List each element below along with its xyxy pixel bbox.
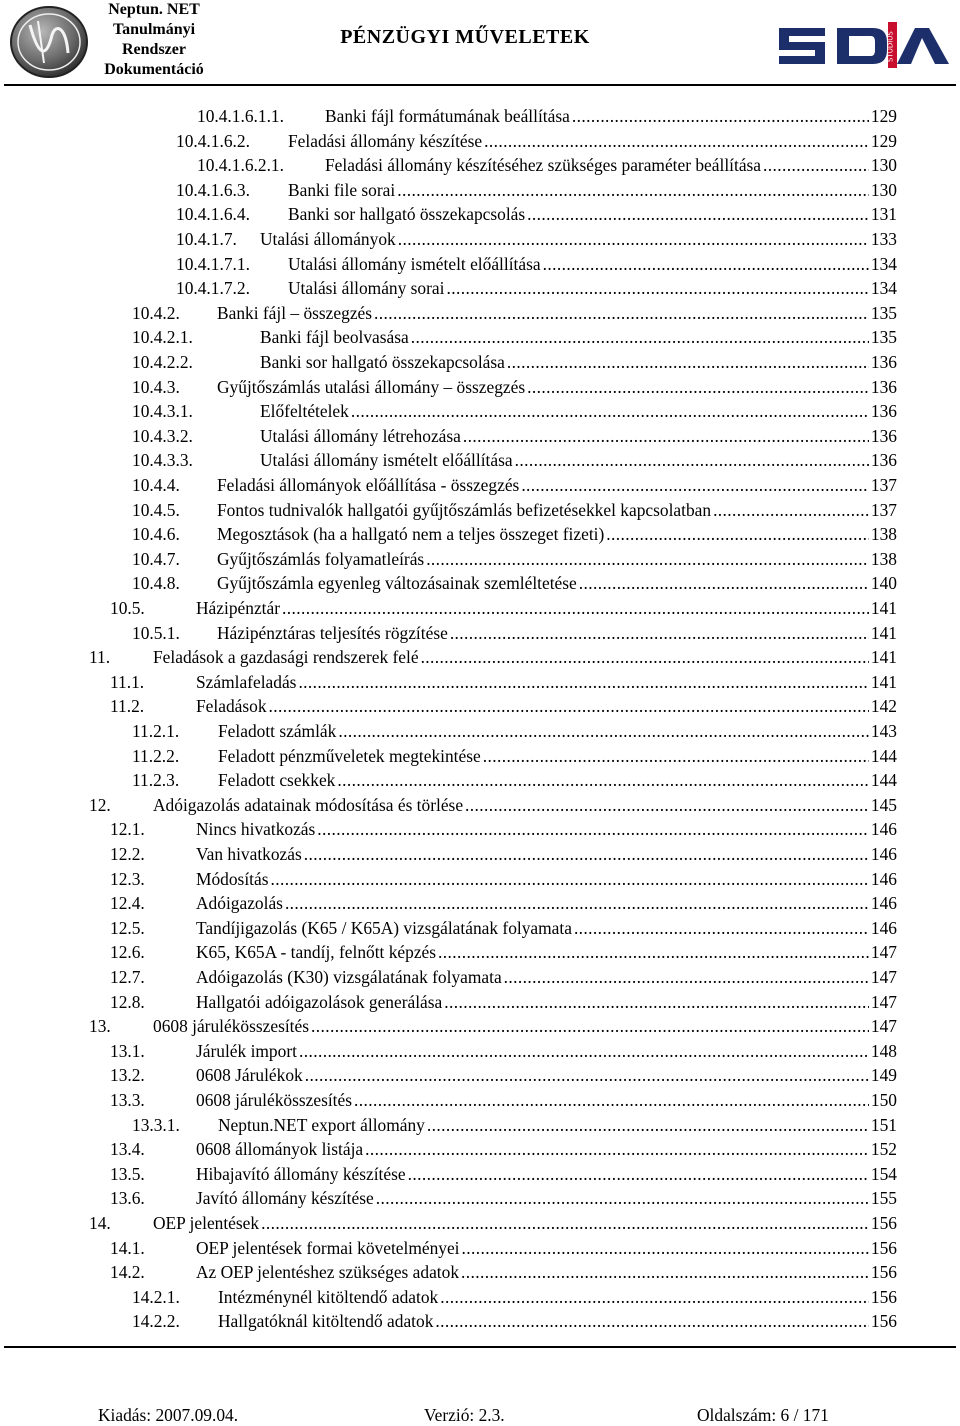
toc-leader-dots [374, 301, 869, 326]
toc-entry[interactable] [110, 891, 897, 916]
toc-entry-number: 10.4.3. [132, 376, 180, 397]
toc-leader-dots [606, 522, 869, 547]
toc-entry[interactable] [197, 153, 897, 178]
footer-page-number: Oldalszám: 6 / 171 [697, 1405, 829, 1425]
toc-leader-dots [440, 1285, 869, 1310]
toc-entry-title: 0608 állományok listája [196, 1139, 364, 1160]
toc-entry[interactable] [110, 1186, 897, 1211]
toc-entry[interactable] [176, 178, 897, 203]
toc-entry-title: Javító állomány készítése [196, 1188, 374, 1209]
toc-leader-dots [285, 891, 869, 916]
toc-entry[interactable] [197, 104, 897, 129]
toc-entry-number: 10.4.3.1. [132, 401, 193, 422]
footer-divider [4, 1346, 956, 1348]
footer-version: Verzió: 2.3. [424, 1405, 505, 1425]
toc-entry-page: 134 [870, 253, 897, 274]
toc-entry-title: Utalási állományok [260, 229, 396, 249]
toc-entry-number: 11.2.3. [132, 770, 180, 791]
toc-leader-dots [463, 424, 869, 449]
toc-entry-number: 10.4.1.6.2.1. [197, 155, 284, 176]
toc-leader-dots [311, 1014, 869, 1039]
toc-entry[interactable] [110, 1088, 897, 1113]
toc-entry-number: 14.2. [110, 1262, 145, 1283]
toc-entry-page: 138 [870, 548, 897, 569]
toc-leader-dots [261, 1211, 869, 1236]
toc-entry-number: 12.2. [110, 844, 145, 864]
toc-entry[interactable] [89, 1014, 897, 1039]
toc-leader-dots [574, 916, 869, 941]
toc-entry-number: 10.4.5. [132, 499, 180, 520]
toc-entry-title: Gyűjtőszámla egyenleg változásainak szemléltetése [217, 573, 577, 594]
toc-entry-title: Gyűjtőszámlás utalási állomány – összegzés [217, 376, 526, 397]
toc-entry-page: 135 [870, 327, 897, 348]
toc-entry-title: Fontos tudnivalók hallgatói gyűjtőszámlás befizetésekkel kapcsolatban [217, 499, 712, 520]
toc-leader-dots [438, 940, 869, 965]
toc-entry-title: Intézménynél kitöltendő adatok [218, 1286, 439, 1307]
toc-entry-number: 11. [89, 647, 111, 668]
toc-leader-dots [269, 694, 869, 719]
toc-entry[interactable] [176, 227, 897, 252]
toc-entry-page: 136 [870, 450, 897, 471]
toc-entry-title: Járulék import [196, 1040, 297, 1061]
toc-leader-dots [543, 252, 869, 277]
toc-entry-page: 136 [870, 352, 897, 372]
toc-entry-title: Banki sor hallgató összekapcsolása [260, 352, 505, 372]
toc-leader-dots [462, 1236, 869, 1261]
toc-entry-page: 129 [870, 106, 897, 126]
toc-entry-page: 147 [870, 1016, 897, 1037]
toc-leader-dots [411, 325, 869, 350]
toc-entry-title: Utalási állomány létrehozása [260, 425, 461, 446]
toc-entry-page: 148 [870, 1040, 897, 1061]
toc-leader-dots [317, 817, 869, 842]
toc-entry-title: Banki fájl – összegzés [217, 302, 373, 323]
toc-entry[interactable] [110, 1236, 897, 1261]
toc-entry-title: Feladott számlák [218, 721, 337, 741]
toc-entry-number: 12.6. [110, 942, 145, 963]
toc-entry[interactable] [176, 129, 897, 154]
toc-leader-dots [365, 1137, 869, 1162]
toc-entry-title: Az OEP jelentéshez szükséges adatok [196, 1262, 460, 1283]
toc-entry-title: Banki fájl formátumának beállítása [325, 106, 570, 126]
toc-leader-dots [398, 227, 869, 252]
toc-entry-number: 12.4. [110, 893, 145, 914]
toc-entry[interactable] [132, 498, 897, 523]
toc-entry[interactable] [132, 473, 897, 498]
neptun-logo-icon [8, 5, 90, 79]
toc-entry-title: Feladások [196, 696, 267, 717]
header-divider [4, 84, 956, 86]
toc-entry-number: 13.2. [110, 1065, 145, 1086]
toc-entry-number: 11.2. [110, 696, 145, 717]
toc-entry[interactable] [132, 744, 897, 769]
toc-entry[interactable] [132, 1285, 897, 1310]
toc-entry[interactable] [110, 670, 897, 695]
toc-entry-number: 12.1. [110, 819, 145, 840]
toc-entry[interactable] [176, 276, 897, 301]
toc-entry-number: 10.4.8. [132, 573, 180, 594]
toc-leader-dots [408, 1162, 869, 1187]
toc-entry-number: 10.4.2.1. [132, 327, 193, 348]
toc-entry-number: 12.3. [110, 868, 145, 889]
toc-entry-page: 135 [870, 302, 897, 323]
toc-entry-page: 156 [870, 1286, 897, 1307]
toc-entry-title: 0608 járulékösszesítés [153, 1016, 309, 1037]
toc-entry-title: K65, K65A - tandíj, felnőtt képzés [196, 942, 437, 963]
toc-entry-page: 143 [870, 721, 897, 741]
toc-entry-title: Utalási állomány ismételt előállítása [260, 450, 513, 471]
toc-leader-dots [397, 178, 869, 203]
toc-entry-page: 136 [870, 376, 897, 397]
toc-entry-number: 10.4.1.6.3. [176, 179, 250, 200]
toc-leader-dots [527, 375, 869, 400]
toc-entry-number: 10.4.7. [132, 548, 180, 569]
toc-entry-page: 134 [870, 278, 897, 299]
toc-entry-title: Neptun.NET export állomány [218, 1114, 425, 1135]
toc-entry[interactable] [132, 448, 897, 473]
toc-entry-page: 133 [870, 229, 897, 249]
toc-leader-dots [337, 768, 869, 793]
toc-entry-title: Banki file sorai [288, 179, 396, 200]
toc-entry-title: OEP jelentések formai követelményei [196, 1237, 460, 1258]
toc-entry-title: Hallgatóknál kitöltendő adatok [218, 1311, 434, 1332]
toc-leader-dots [270, 867, 868, 892]
toc-entry-title: 0608 Járulékok [196, 1065, 303, 1086]
toc-leader-dots [444, 990, 869, 1015]
toc-leader-dots [305, 1063, 869, 1088]
toc-entry-title: Adóigazolás [196, 893, 283, 914]
toc-entry[interactable] [110, 817, 897, 842]
toc-entry-number: 10.4.1.7.2. [176, 278, 250, 299]
toc-entry-page: 144 [870, 745, 897, 766]
toc-entry-number: 10.4.1.6.4. [176, 204, 250, 225]
toc-leader-dots [483, 744, 869, 769]
sda-logo-icon [775, 18, 955, 72]
toc-entry-number: 10.4.3.2. [132, 425, 193, 446]
toc-entry-page: 150 [870, 1090, 897, 1110]
toc-entry[interactable] [89, 793, 897, 818]
toc-leader-dots [427, 1113, 869, 1138]
toc-entry[interactable] [132, 350, 897, 375]
toc-entry-page: 146 [870, 868, 897, 889]
toc-entry[interactable] [110, 1137, 897, 1162]
toc-entry-page: 146 [870, 844, 897, 864]
toc-entry[interactable] [110, 965, 897, 990]
toc-leader-dots [446, 276, 868, 301]
toc-entry-number: 14. [89, 1213, 111, 1233]
toc-entry[interactable] [132, 768, 897, 793]
toc-entry-title: Utalási állomány sorai [288, 278, 445, 299]
toc-entry-page: 137 [870, 475, 897, 495]
toc-entry[interactable] [110, 1162, 897, 1187]
toc-entry-page: 146 [870, 893, 897, 914]
toc-entry[interactable] [132, 399, 897, 424]
toc-entry-title: Banki sor hallgató összekapcsolás [288, 204, 526, 225]
toc-entry-number: 13.1. [110, 1040, 145, 1061]
toc-entry-number: 10.4.2.2. [132, 352, 193, 372]
toc-entry-page: 144 [870, 770, 897, 791]
toc-entry-title: 0608 járulékösszesítés [196, 1090, 352, 1110]
toc-entry-number: 10.4.4. [132, 475, 180, 495]
toc-entry[interactable] [132, 424, 897, 449]
toc-entry-number: 10.5. [110, 598, 145, 618]
toc-entry-page: 141 [870, 671, 897, 692]
toc-entry[interactable] [132, 375, 897, 400]
toc-leader-dots [304, 842, 869, 867]
toc-leader-dots [376, 1186, 869, 1211]
toc-leader-dots [527, 202, 869, 227]
toc-entry-title: Nincs hivatkozás [196, 819, 316, 840]
toc-leader-dots [572, 104, 869, 129]
toc-entry-title: Módosítás [196, 868, 269, 889]
toc-leader-dots [763, 153, 869, 178]
document-title: PÉNZÜGYI MŰVELETEK [340, 26, 590, 48]
toc-leader-dots [450, 621, 869, 646]
toc-entry-page: 156 [870, 1213, 897, 1233]
toc-entry-page: 140 [870, 573, 897, 594]
toc-leader-dots [298, 670, 868, 695]
toc-leader-dots [421, 645, 869, 670]
toc-leader-dots [299, 1039, 869, 1064]
toc-entry[interactable] [132, 301, 897, 326]
toc-leader-dots [515, 448, 869, 473]
toc-entry-title: Tandíjigazolás (K65 / K65A) vizsgálatának folyamata [196, 917, 572, 938]
toc-entry-number: 11.1. [110, 671, 145, 692]
toc-entry-page: 137 [870, 499, 897, 520]
toc-entry-page: 147 [870, 967, 897, 987]
toc-entry-number: 10.4.6. [132, 524, 180, 545]
toc-entry-number: 11.2.2. [132, 745, 180, 766]
toc-entry-number: 14.2.2. [132, 1311, 180, 1332]
toc-entry[interactable] [132, 547, 897, 572]
toc-entry-page: 156 [870, 1262, 897, 1283]
toc-entry-title: Számlafeladás [196, 671, 297, 692]
toc-entry-title: Gyűjtőszámlás folyamatleírás [217, 548, 425, 569]
toc-leader-dots [465, 793, 869, 818]
toc-entry-title: Megosztások (ha a hallgató nem a teljes összeget fizeti) [217, 524, 605, 545]
footer-issue-date: Kiadás: 2007.09.04. [98, 1405, 239, 1425]
toc-entry-title: Van hivatkozás [196, 844, 302, 864]
toc-entry[interactable] [110, 842, 897, 867]
toc-entry-page: 136 [870, 401, 897, 422]
toc-entry-title: Feladások a gazdasági rendszerek felé [153, 647, 419, 668]
toc-entry[interactable] [132, 719, 897, 744]
toc-leader-dots [351, 399, 869, 424]
toc-entry[interactable] [132, 571, 897, 596]
toc-entry[interactable] [110, 694, 897, 719]
toc-entry-number: 13.3.1. [132, 1114, 180, 1135]
toc-entry-page: 156 [870, 1311, 897, 1332]
toc-entry[interactable] [132, 621, 897, 646]
toc-entry-page: 130 [870, 155, 897, 176]
toc-leader-dots [354, 1088, 869, 1113]
toc-leader-dots [461, 1260, 869, 1285]
toc-entry[interactable] [110, 990, 897, 1015]
toc-leader-dots [521, 473, 869, 498]
toc-entry-page: 146 [870, 917, 897, 938]
toc-entry[interactable] [176, 202, 897, 227]
toc-entry-number: 12. [89, 794, 111, 815]
toc-entry-number: 10.4.1.7. [176, 229, 237, 249]
toc-entry-title: Feladási állomány készítéséhez szükséges paraméter beállítása [325, 155, 762, 176]
toc-entry-page: 142 [870, 696, 897, 717]
toc-entry-number: 13.5. [110, 1163, 145, 1184]
toc-entry[interactable] [110, 916, 897, 941]
toc-entry-title: Banki fájl beolvasása [260, 327, 409, 348]
toc-entry-page: 138 [870, 524, 897, 545]
toc-entry-page: 156 [870, 1237, 897, 1258]
toc-entry-number: 10.5.1. [132, 622, 180, 643]
svg-text:STUDIUS: STUDIUS [886, 31, 895, 62]
toc-entry-title: Előfeltételek [260, 401, 349, 422]
toc-entry-title: Feladási állomány készítése [288, 130, 483, 151]
toc-entry-page: 152 [870, 1139, 897, 1160]
toc-leader-dots [713, 498, 869, 523]
toc-entry-page: 155 [870, 1188, 897, 1209]
toc-entry-title: Hallgatói adóigazolások generálása [196, 991, 443, 1012]
toc-leader-dots [282, 596, 869, 621]
toc-entry-page: 149 [870, 1065, 897, 1086]
toc-entry[interactable] [110, 867, 897, 892]
toc-entry-page: 141 [870, 598, 897, 618]
toc-entry-page: 141 [870, 622, 897, 643]
toc-entry-page: 136 [870, 425, 897, 446]
toc-entry-page: 129 [870, 130, 897, 151]
toc-entry-page: 154 [870, 1163, 897, 1184]
toc-leader-dots [504, 965, 869, 990]
toc-entry-title: Feladott pénzműveletek megtekintése [218, 745, 481, 766]
toc-entry-number: 13.6. [110, 1188, 145, 1209]
toc-leader-dots [507, 350, 869, 375]
toc-entry-page: 147 [870, 942, 897, 963]
toc-entry-number: 11.2.1. [132, 721, 180, 741]
toc-entry[interactable] [110, 940, 897, 965]
toc-leader-dots [338, 719, 869, 744]
toc-entry-title: OEP jelentések [153, 1213, 260, 1233]
toc-leader-dots [579, 571, 869, 596]
toc-entry-page: 145 [870, 794, 897, 815]
toc-entry[interactable] [89, 1211, 897, 1236]
toc-entry-page: 131 [870, 204, 897, 225]
toc-entry[interactable] [110, 1063, 897, 1088]
toc-entry[interactable] [110, 596, 897, 621]
toc-entry-number: 10.4.1.6.2. [176, 130, 250, 151]
toc-entry-number: 10.4.1.7.1. [176, 253, 250, 274]
toc-entry[interactable] [176, 252, 897, 277]
toc-entry-title: Utalási állomány ismételt előállítása [288, 253, 541, 274]
page-header [0, 0, 960, 88]
toc-entry[interactable] [89, 645, 897, 670]
toc-entry-number: 10.4.2. [132, 302, 180, 323]
toc-entry-number: 14.2.1. [132, 1286, 180, 1307]
toc-entry[interactable] [132, 1309, 897, 1334]
toc-entry-number: 14.1. [110, 1237, 145, 1258]
toc-entry-title: Adóigazolás (K30) vizsgálatának folyamata [196, 967, 502, 987]
toc-entry-title: Feladási állományok előállítása - összegzés [217, 475, 520, 495]
toc-entry-number: 13.3. [110, 1090, 145, 1110]
toc-leader-dots [484, 129, 869, 154]
toc-entry-page: 147 [870, 991, 897, 1012]
toc-entry-number: 12.8. [110, 991, 145, 1012]
toc-entry[interactable] [110, 1260, 897, 1285]
toc-entry[interactable] [132, 1113, 897, 1138]
toc-entry-title: Házipénztáras teljesítés rögzítése [217, 622, 448, 643]
toc-entry-number: 12.7. [110, 967, 145, 987]
toc-entry-number: 10.4.3.3. [132, 450, 193, 471]
toc-entry-title: Adóigazolás adatainak módosítása és törlése [153, 794, 464, 815]
toc-entry[interactable] [132, 325, 897, 350]
toc-entry[interactable] [110, 1039, 897, 1064]
toc-leader-dots [435, 1309, 869, 1334]
toc-entry-page: 130 [870, 179, 897, 200]
toc-entry-page: 151 [870, 1114, 897, 1135]
toc-leader-dots [426, 547, 869, 572]
toc-entry-page: 141 [870, 647, 897, 668]
header-org-name: Neptun. NET Tanulmányi Rendszer Dokumentáció [104, 1, 204, 78]
toc-entry-number: 13.4. [110, 1139, 145, 1160]
toc-entry-number: 13. [89, 1016, 111, 1037]
toc-entry-title: Hibajavító állomány készítése [196, 1163, 406, 1184]
toc-entry-number: 12.5. [110, 917, 145, 938]
toc-entry-title: Házipénztár [196, 598, 280, 618]
toc-entry-number: 10.4.1.6.1.1. [197, 106, 284, 126]
toc-entry-page: 146 [870, 819, 897, 840]
toc-entry[interactable] [132, 522, 897, 547]
toc-entry-title: Feladott csekkek [218, 770, 336, 791]
